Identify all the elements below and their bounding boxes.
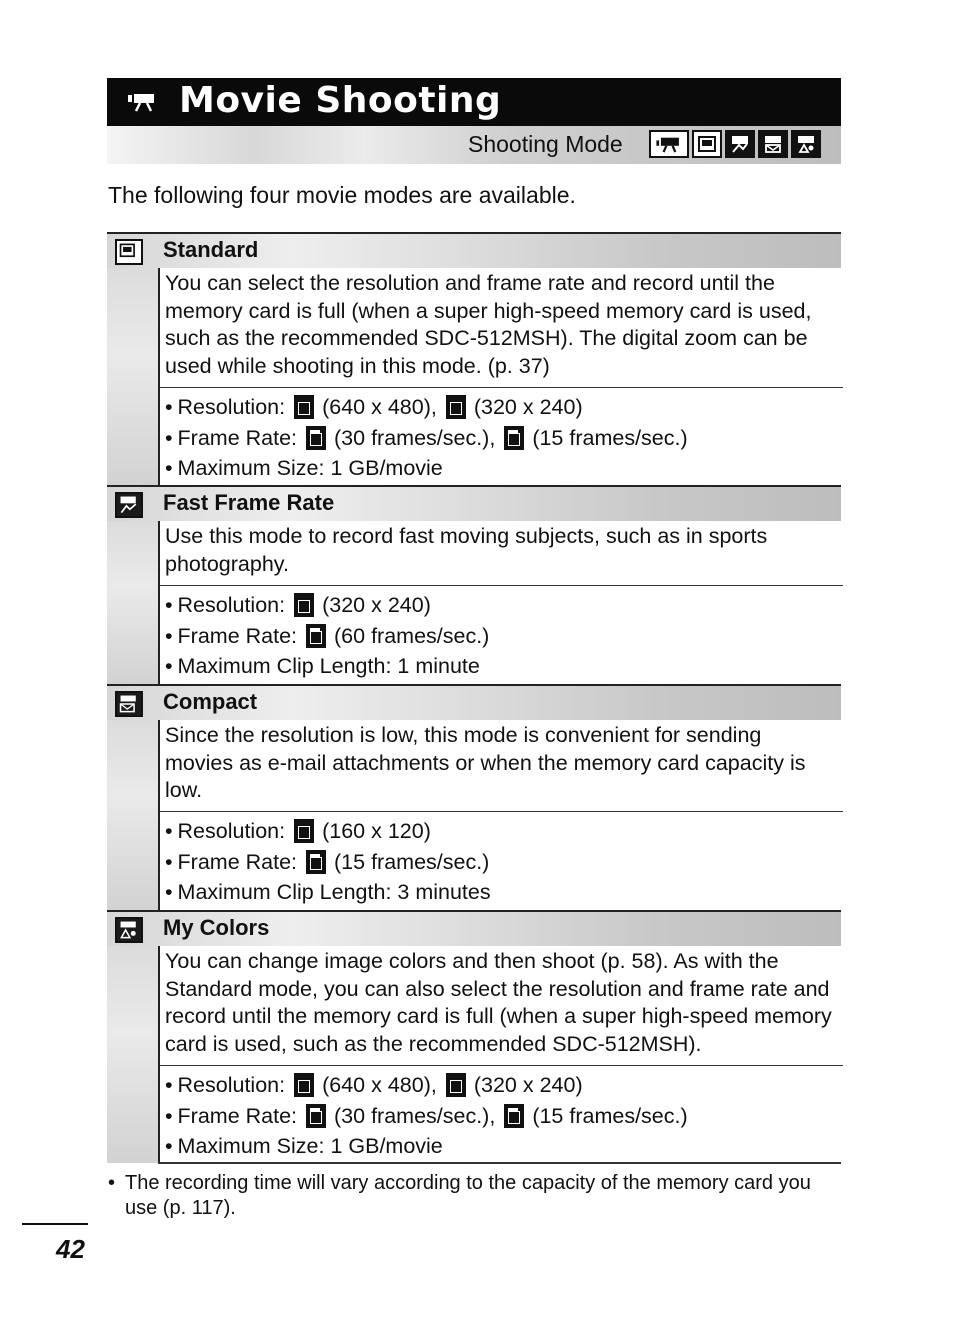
section-side-band <box>107 268 158 485</box>
section-fast-frame-rate <box>107 485 841 684</box>
page-title-bar <box>107 78 841 126</box>
section-header <box>107 684 841 720</box>
footnote-text: The recording time will vary according to the capacity of the memory card you use (p. 117). <box>125 1172 811 1219</box>
table-bottom-rule <box>158 1162 841 1164</box>
section-my-colors <box>107 910 841 1163</box>
section-title: My Colors <box>163 915 270 940</box>
spec-max: • Maximum Clip Length: 1 minute <box>165 651 843 682</box>
my-colors-icon <box>791 130 821 158</box>
section-compact <box>107 684 841 910</box>
spec-resolution: • Resolution: (160 x 120) <box>165 816 843 847</box>
section-description: Since the resolution is low, this mode is convenient for sending movies as e-mail attachments or when the memory card capacity is low. <box>165 723 806 802</box>
spec-value: (15 frames/sec.) <box>532 425 688 450</box>
section-body <box>158 268 841 485</box>
section-description: Use this mode to record fast moving subjects, such as in sports photography. <box>165 524 768 576</box>
spec-label: Frame Rate: <box>177 623 298 648</box>
resolution-320-icon <box>294 593 314 617</box>
page-number-rule <box>22 1223 88 1225</box>
shooting-mode-label: Shooting Mode <box>468 131 623 157</box>
section-specs <box>160 811 843 908</box>
resolution-320-icon <box>446 1073 466 1097</box>
spec-label: Frame Rate: <box>177 1103 298 1128</box>
fast-frame-rate-icon <box>725 130 755 158</box>
standard-icon <box>115 239 143 265</box>
spec-frame-rate: • Frame Rate: (15 frames/sec.) <box>165 847 843 878</box>
section-header <box>107 910 841 946</box>
spec-resolution: • Resolution: (640 x 480), (320 x 240) <box>165 1070 843 1101</box>
bullet: • <box>108 1172 116 1194</box>
spec-max: • Maximum Size: 1 GB/movie <box>165 1131 843 1162</box>
section-body <box>158 720 841 910</box>
section-description: You can change image colors and then shoot (p. 58). As with the Standard mode, you can also select the resolution and frame rate and record until the memory card is full (when a super high-speed memory card is used, such as the recommended SDC-512MSH). <box>165 949 832 1056</box>
frame-rate-15-icon <box>504 426 524 450</box>
section-header <box>107 232 841 268</box>
frame-rate-15-icon <box>306 850 326 874</box>
spec-label: Frame Rate: <box>177 849 298 874</box>
spec-value: Maximum Size: 1 GB/movie <box>177 1134 443 1158</box>
spec-value: (30 frames/sec.), <box>334 425 496 450</box>
spec-value: (15 frames/sec.) <box>532 1103 688 1128</box>
my-colors-icon <box>115 917 143 943</box>
spec-value: Maximum Size: 1 GB/movie <box>177 456 443 480</box>
spec-label: Resolution: <box>177 593 286 617</box>
spec-frame-rate: • Frame Rate: (30 frames/sec.), (15 frames/sec.) <box>165 1101 843 1132</box>
spec-label: Resolution: <box>177 819 286 843</box>
section-specs <box>160 387 843 484</box>
spec-value: (320 x 240) <box>473 395 583 419</box>
spec-value: (160 x 120) <box>322 819 431 843</box>
spec-value: (640 x 480), <box>322 395 437 419</box>
frame-rate-30-icon <box>306 426 326 450</box>
section-body <box>158 946 841 1163</box>
spec-resolution: • Resolution: (640 x 480), (320 x 240) <box>165 392 843 423</box>
section-side-band <box>107 946 158 1163</box>
spec-label: Resolution: <box>177 395 286 419</box>
spec-max: • Maximum Clip Length: 3 minutes <box>165 877 843 908</box>
resolution-640-icon <box>294 1073 314 1097</box>
resolution-320-icon <box>446 395 466 419</box>
section-title: Compact <box>163 689 258 714</box>
standard-icon <box>692 130 722 158</box>
spec-label: Frame Rate: <box>177 425 298 450</box>
frame-rate-15-icon <box>504 1104 524 1128</box>
compact-icon <box>758 130 788 158</box>
spec-resolution: • Resolution: (320 x 240) <box>165 590 843 621</box>
spec-frame-rate: • Frame Rate: (60 frames/sec.) <box>165 621 843 652</box>
section-specs <box>160 1065 843 1162</box>
compact-icon <box>115 691 143 717</box>
page-number: 42 <box>56 1234 85 1264</box>
resolution-640-icon <box>294 395 314 419</box>
spec-value: (320 x 240) <box>473 1073 583 1097</box>
spec-value: (30 frames/sec.), <box>334 1103 496 1128</box>
movie-mode-icon <box>649 130 689 158</box>
frame-rate-30-icon <box>306 1104 326 1128</box>
mode-icons <box>649 130 821 158</box>
spec-value: Maximum Clip Length: 1 minute <box>177 654 480 678</box>
fast-frame-rate-icon <box>115 492 143 518</box>
resolution-160-icon <box>294 819 314 843</box>
movie-camera-icon <box>127 90 155 112</box>
section-description: You can select the resolution and frame rate and record until the memory card is full (when a super high-speed memory card is used, such as the recommended SDC-512MSH). The digital zoom can be used while shooting in this mode. (p. 37) <box>165 271 812 378</box>
spec-value: (640 x 480), <box>322 1073 437 1097</box>
section-title: Fast Frame Rate <box>163 490 335 515</box>
shooting-mode-bar <box>107 126 841 164</box>
spec-value: (320 x 240) <box>322 593 431 617</box>
spec-value: (15 frames/sec.) <box>334 849 490 874</box>
spec-max: • Maximum Size: 1 GB/movie <box>165 453 843 484</box>
footnote <box>108 1171 835 1221</box>
intro-text: The following four movie modes are available. <box>108 182 576 208</box>
page-title: Movie Shooting <box>179 80 502 121</box>
section-title: Standard <box>163 237 259 262</box>
section-side-band <box>107 521 158 684</box>
section-standard <box>107 232 841 485</box>
frame-rate-60-icon <box>306 624 326 648</box>
spec-frame-rate: • Frame Rate: (30 frames/sec.), (15 frames/sec.) <box>165 423 843 454</box>
section-side-band <box>107 720 158 910</box>
section-body <box>158 521 841 684</box>
spec-label: Resolution: <box>177 1073 286 1097</box>
section-specs <box>160 585 843 682</box>
section-header <box>107 485 841 521</box>
spec-value: Maximum Clip Length: 3 minutes <box>177 880 491 904</box>
spec-value: (60 frames/sec.) <box>334 623 490 648</box>
